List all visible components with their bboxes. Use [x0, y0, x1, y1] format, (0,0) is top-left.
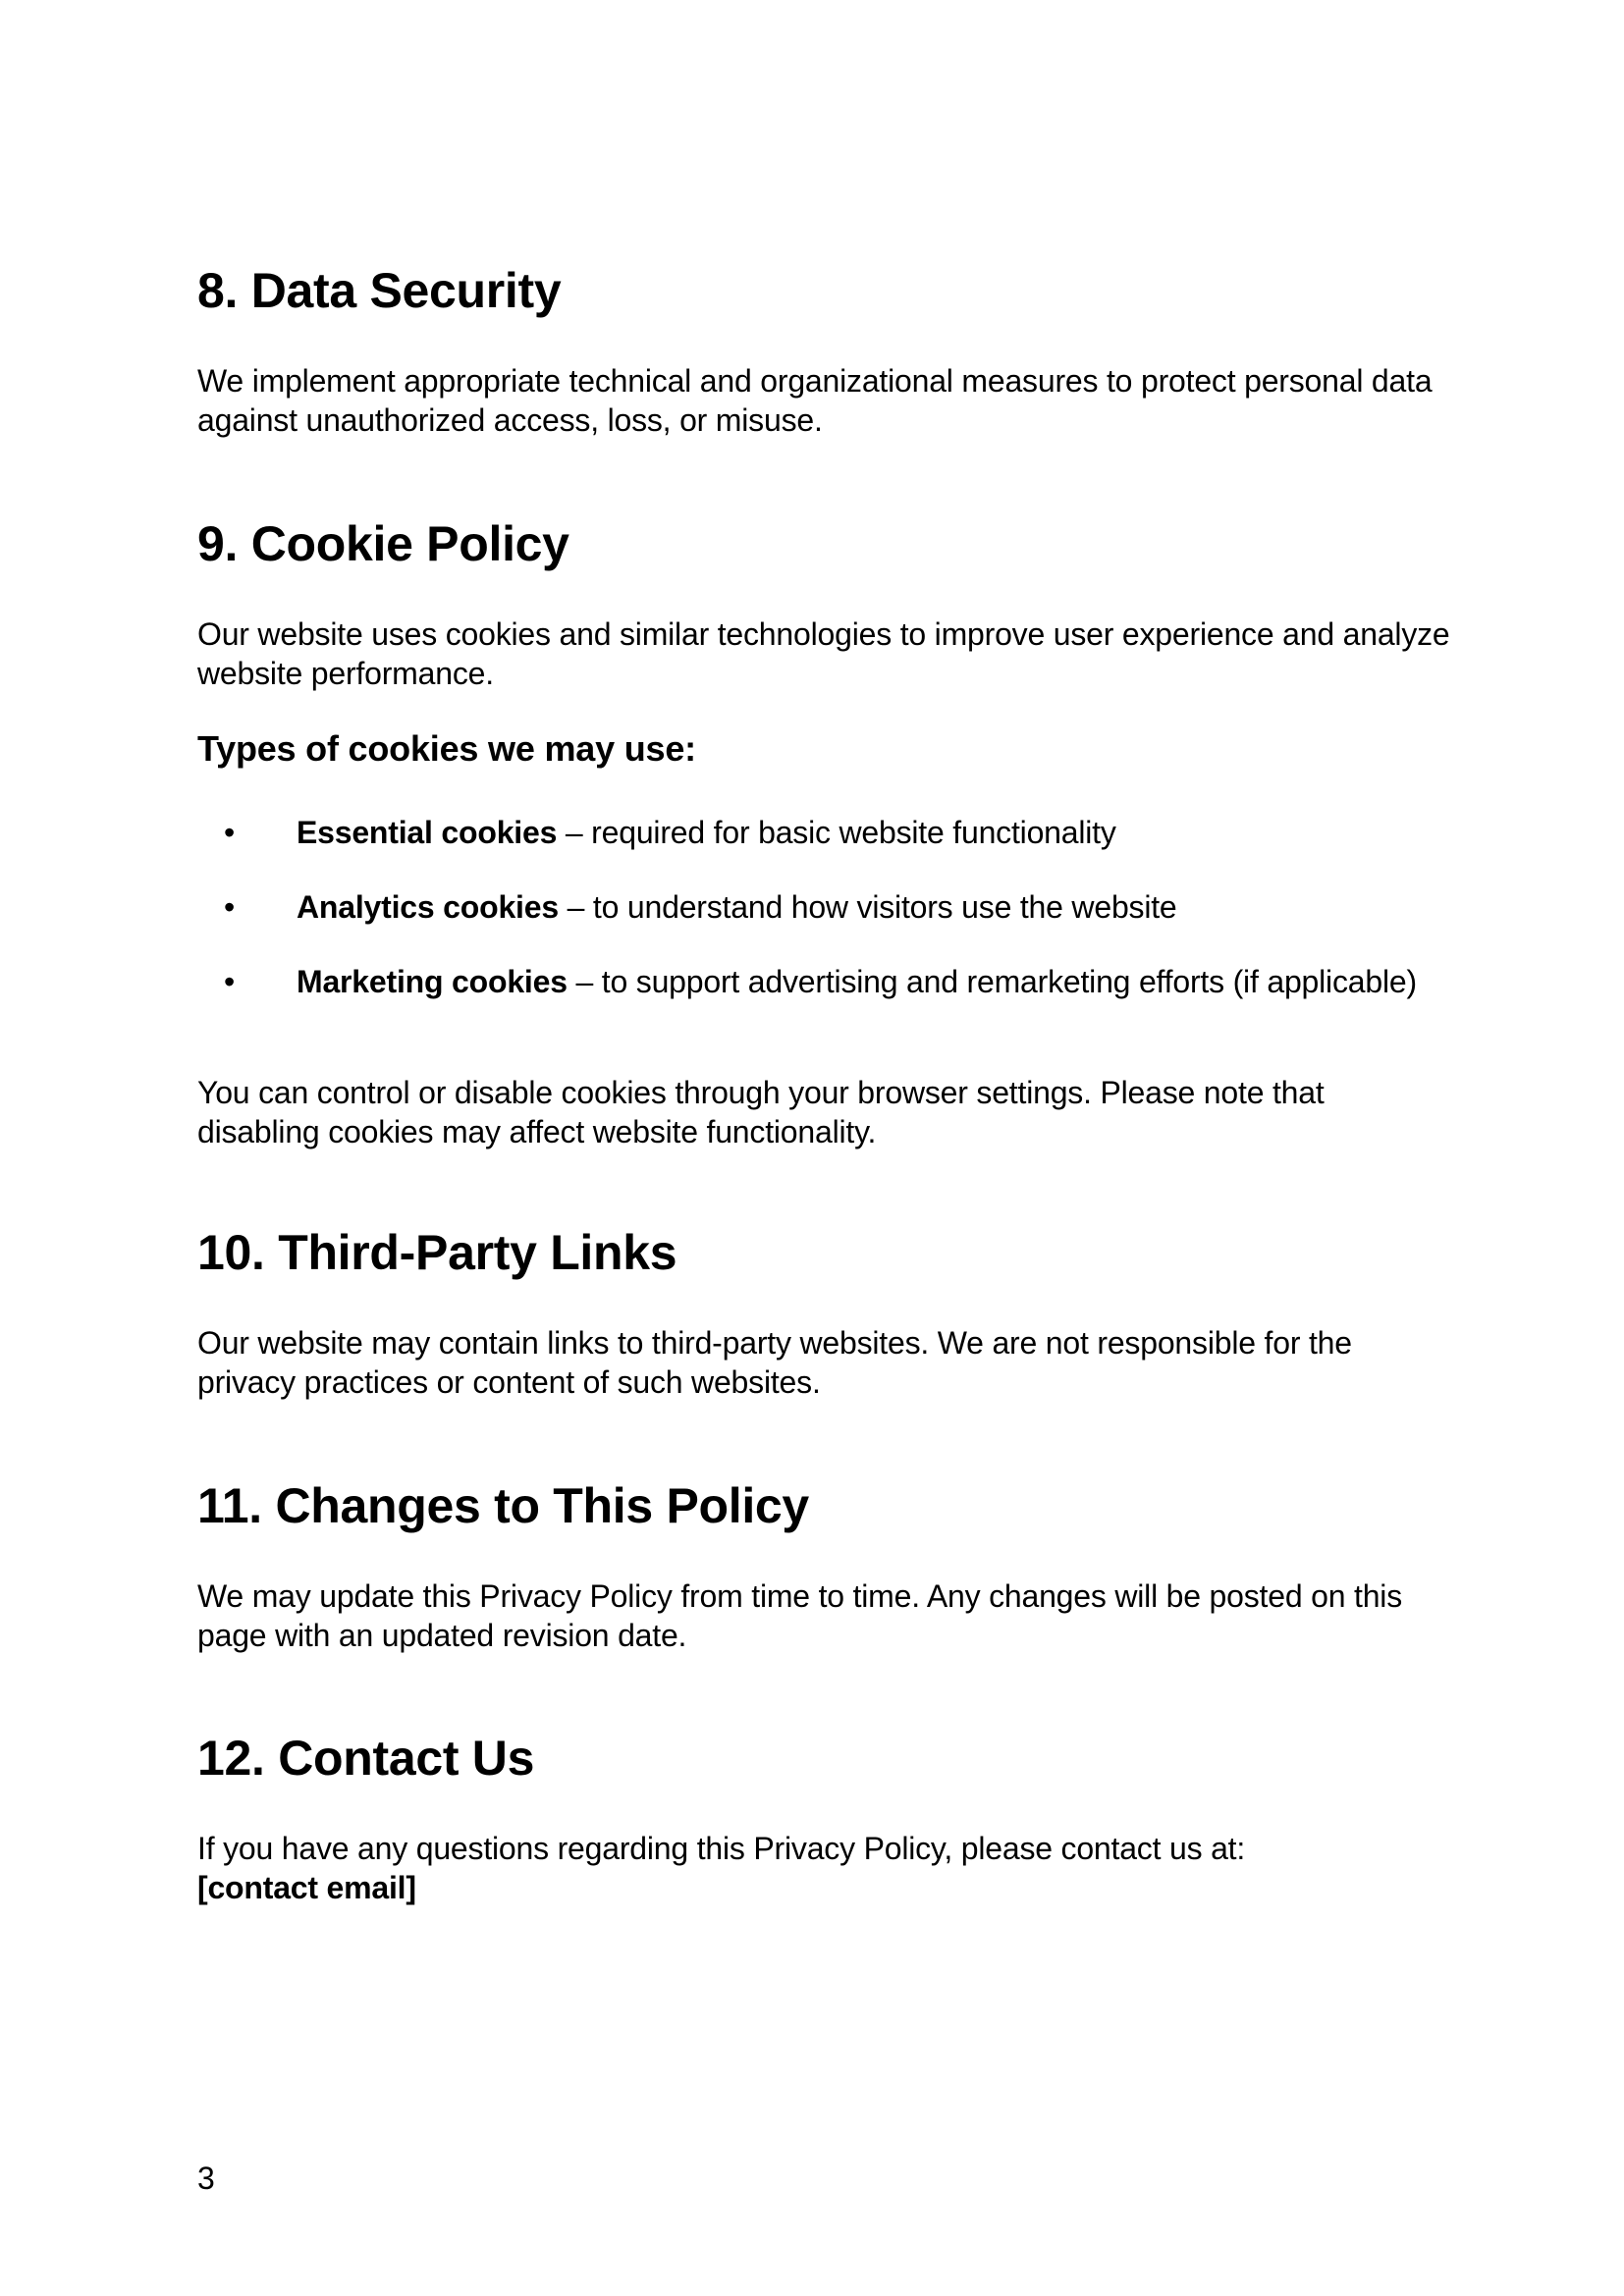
list-item-description: – to understand how visitors use the website: [558, 889, 1177, 925]
section-heading-cookie-policy: 9. Cookie Policy: [197, 516, 569, 571]
bullet-icon: •: [224, 964, 236, 999]
list-item-description: – to support advertising and remarketing efforts (if applicable): [567, 964, 1417, 999]
section-body-contact: If you have any questions regarding this Privacy Policy, please contact us at:: [197, 1831, 1246, 1866]
section-heading-changes: 11. Changes to This Policy: [197, 1478, 809, 1533]
section-heading-data-security: 8. Data Security: [197, 263, 562, 318]
list-item-description: – required for basic website functionality: [557, 815, 1116, 850]
section-heading-contact: 12. Contact Us: [197, 1731, 535, 1786]
section-body-data-security: We implement appropriate technical and organizational measures to protect personal data against unauthorized access, loss, or misuse.: [197, 363, 1433, 438]
page-number: 3: [197, 2161, 215, 2196]
list-item-title: Marketing cookies: [297, 964, 568, 999]
contact-email: [contact email]: [197, 1870, 416, 1905]
bullet-icon: •: [224, 815, 236, 850]
section-body-changes: We may update this Privacy Policy from time to time. Any changes will be posted on this page with an updated revision date.: [197, 1578, 1403, 1653]
cookie-types-subheading: Types of cookies we may use:: [197, 728, 696, 769]
bullet-icon: •: [224, 889, 236, 925]
list-item-title: Essential cookies: [297, 815, 558, 850]
list-item-text: [297, 813, 1455, 852]
list-item-title: Analytics cookies: [297, 889, 559, 925]
section-body-third-party-links: Our website may contain links to third-party websites. We are not responsible for the privacy practices or content of such websites.: [197, 1325, 1352, 1400]
section-body-cookie-policy: Our website uses cookies and similar technologies to improve user experience and analyze website performance.: [197, 616, 1450, 691]
cookie-policy-footer: You can control or disable cookies through your browser settings. Please note that disabling cookies may affect website functionality.: [197, 1075, 1325, 1149]
list-item-text: [297, 887, 1455, 927]
section-heading-third-party-links: 10. Third-Party Links: [197, 1225, 677, 1280]
list-item-text: [297, 962, 1455, 1001]
